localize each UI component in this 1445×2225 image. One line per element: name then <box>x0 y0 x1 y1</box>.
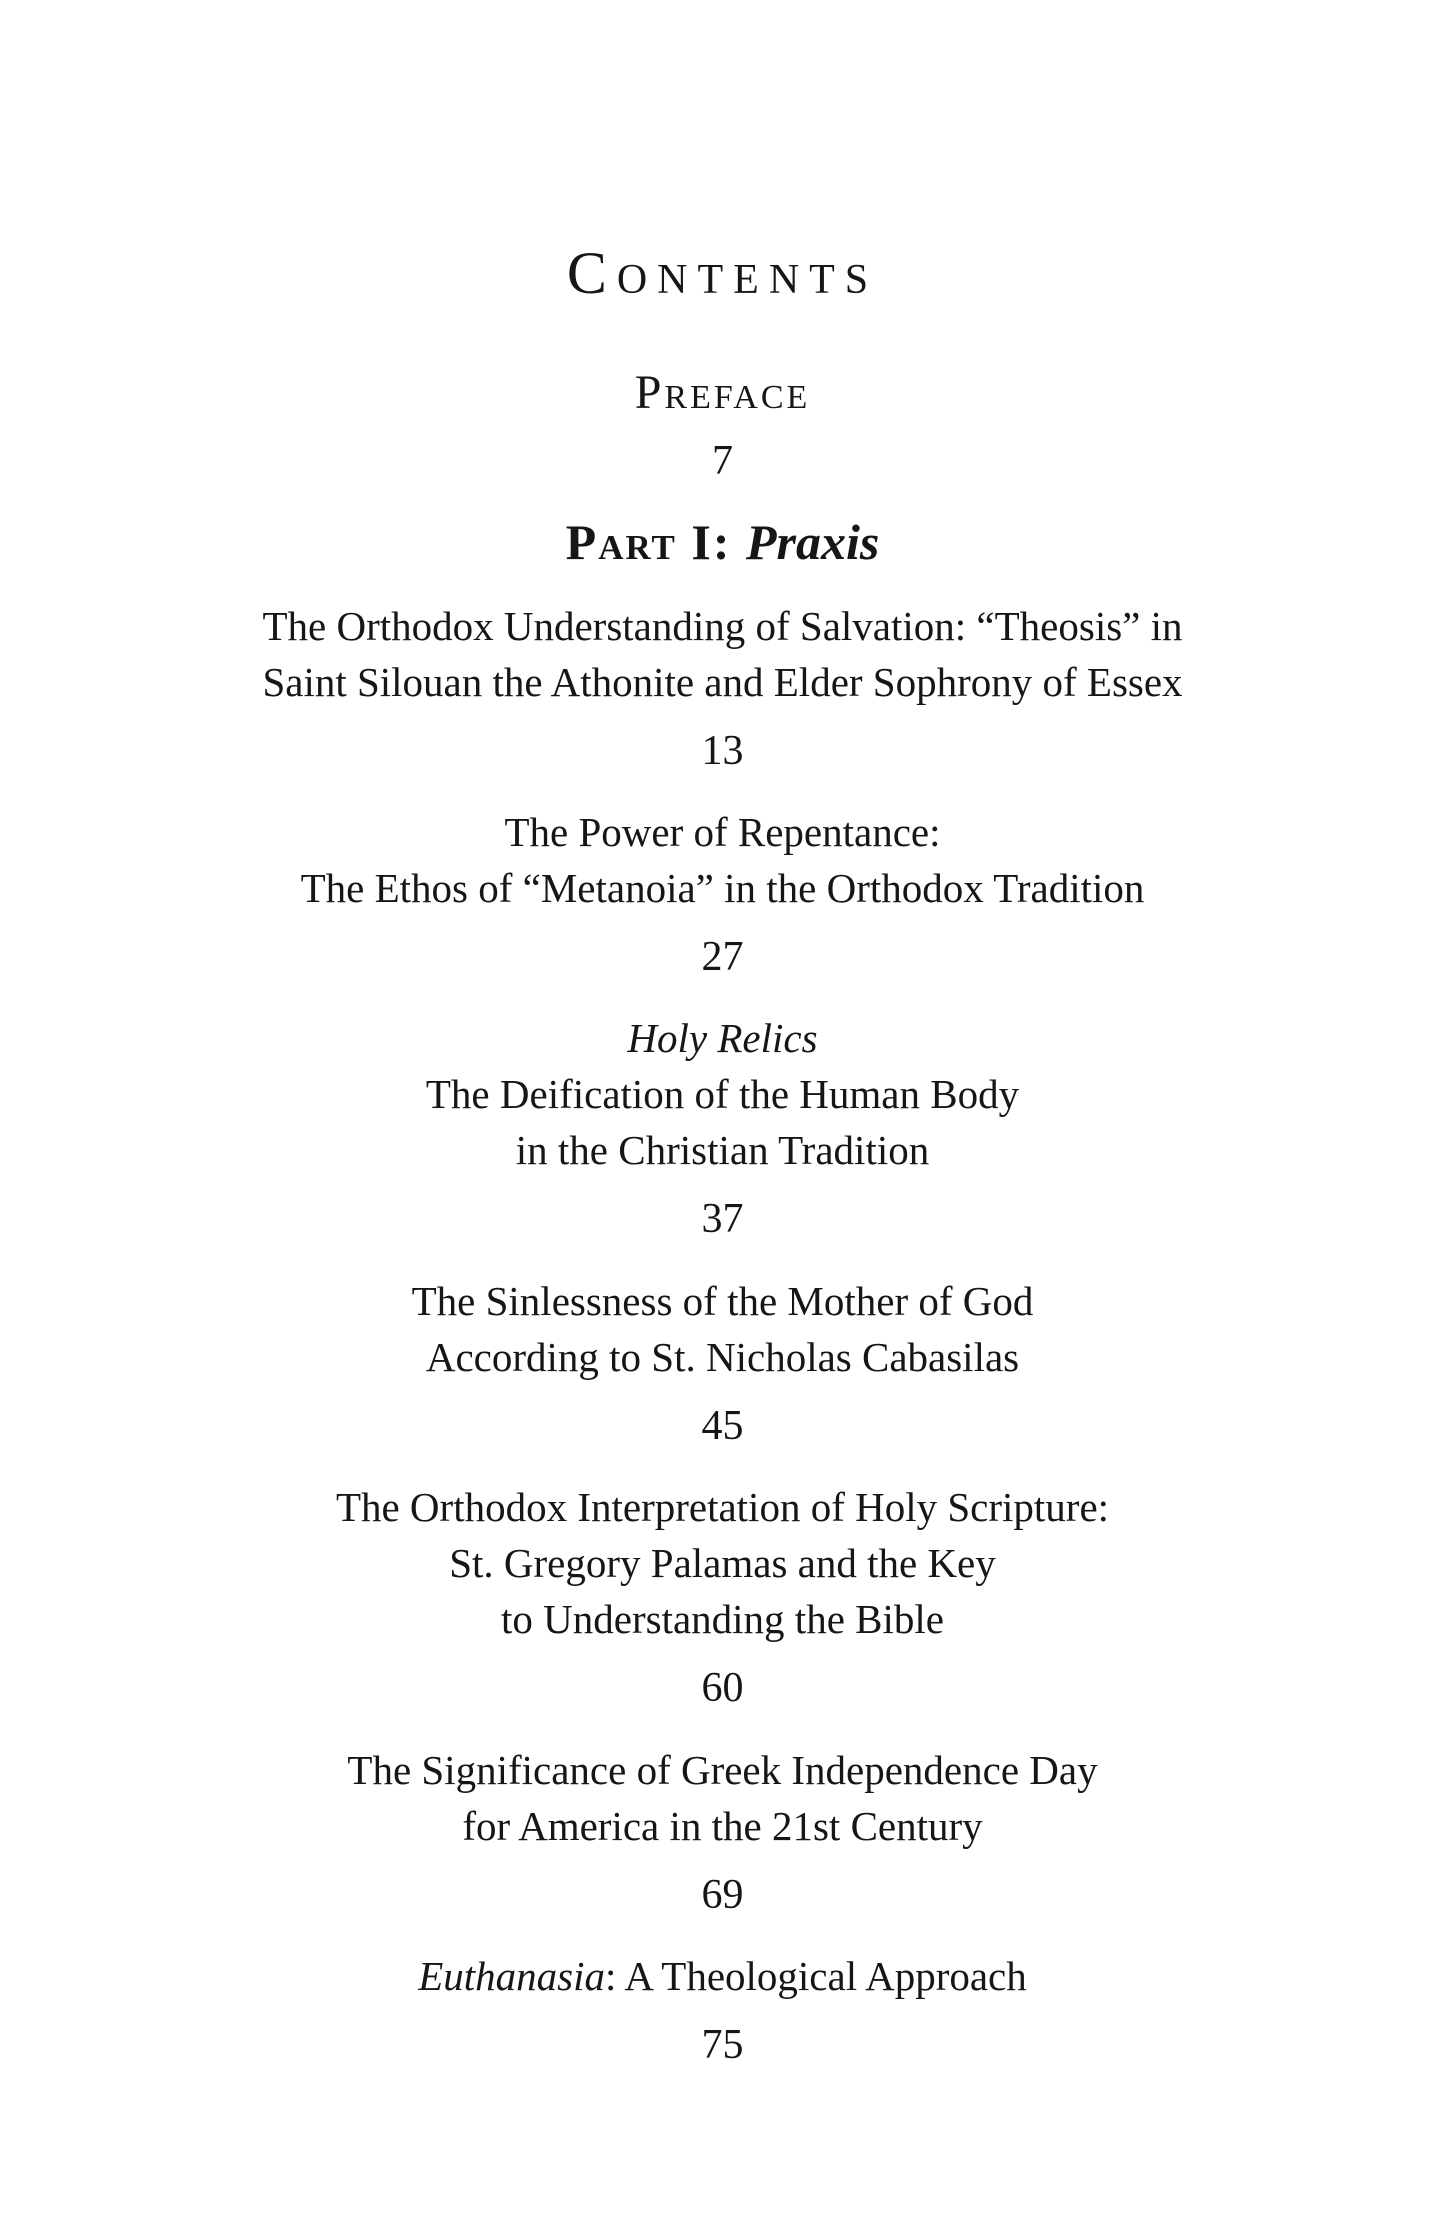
toc-entry <box>173 1273 1273 1451</box>
toc-entry-line <box>173 1273 1273 1329</box>
text-segment: The Significance of Greek Independence Day <box>347 1746 1098 1793</box>
page-number: 69 <box>701 1871 744 1918</box>
toc-entry-line <box>173 1010 1273 1066</box>
text-segment: Holy Relics <box>627 1015 818 1062</box>
toc-entry <box>173 1010 1273 1244</box>
page-number: 60 <box>701 1665 744 1712</box>
text-segment: Saint Silouan the Athonite and Elder Sophrony of Essex <box>262 658 1183 705</box>
text-segment: Praxis <box>745 513 880 570</box>
page-title: Contents <box>566 240 879 306</box>
text-segment: Part I: <box>565 513 746 570</box>
toc-entry-line <box>173 515 1273 570</box>
toc-entry <box>173 804 1273 982</box>
text-segment: for America in the 21st Century <box>462 1802 983 1849</box>
text-segment: The Power of Repentance: <box>504 808 941 855</box>
text-segment: The Ethos of “Metanoia” in the Orthodox Tradition <box>300 864 1145 911</box>
text-segment: to Understanding the Bible <box>501 1596 944 1643</box>
toc-entry <box>173 598 1273 776</box>
text-segment: Euthanasia <box>418 1952 606 1999</box>
toc-entry-line <box>173 1591 1273 1647</box>
text-segment: The Orthodox Interpretation of Holy Scripture: <box>335 1484 1110 1531</box>
toc-entry-line <box>173 654 1273 710</box>
toc-entry-line <box>173 1479 1273 1535</box>
toc-entry-line <box>173 365 1273 420</box>
toc-entry-line <box>173 598 1273 654</box>
table-of-contents <box>173 365 1273 2070</box>
page-number: 45 <box>701 1402 744 1449</box>
preface-entry <box>173 365 1273 487</box>
toc-entry-line <box>173 1742 1273 1798</box>
text-segment: The Deification of the Human Body <box>425 1071 1020 1118</box>
page-number: 37 <box>701 1196 744 1243</box>
text-segment: The Orthodox Understanding of Salvation: “Theosis” in <box>262 602 1183 649</box>
page-number: 27 <box>701 933 744 980</box>
toc-entry <box>173 1479 1273 1713</box>
toc-entry-line <box>173 804 1273 860</box>
text-segment: Preface <box>634 366 811 419</box>
text-segment: St. Gregory Palamas and the Key <box>449 1540 996 1587</box>
text-segment: in the Christian Tradition <box>515 1127 930 1174</box>
toc-entry-line <box>173 1122 1273 1178</box>
page-number: 13 <box>701 727 744 774</box>
toc-entry <box>173 1742 1273 1920</box>
text-segment: The Sinlessness of the Mother of God <box>411 1277 1034 1324</box>
toc-entry-line <box>173 1948 1273 2004</box>
toc-entry-line <box>173 1329 1273 1385</box>
text-segment: : A Theological Approach <box>605 1952 1027 1999</box>
toc-entry-line <box>173 1066 1273 1122</box>
text-segment: According to St. Nicholas Cabasilas <box>425 1333 1020 1380</box>
toc-entry-line <box>173 860 1273 916</box>
page-number: 7 <box>712 438 733 485</box>
part-heading <box>173 515 1273 570</box>
page-number: 75 <box>701 2021 744 2068</box>
toc-entry-line <box>173 1535 1273 1591</box>
toc-entry <box>173 1948 1273 2070</box>
toc-entry-line <box>173 1798 1273 1854</box>
